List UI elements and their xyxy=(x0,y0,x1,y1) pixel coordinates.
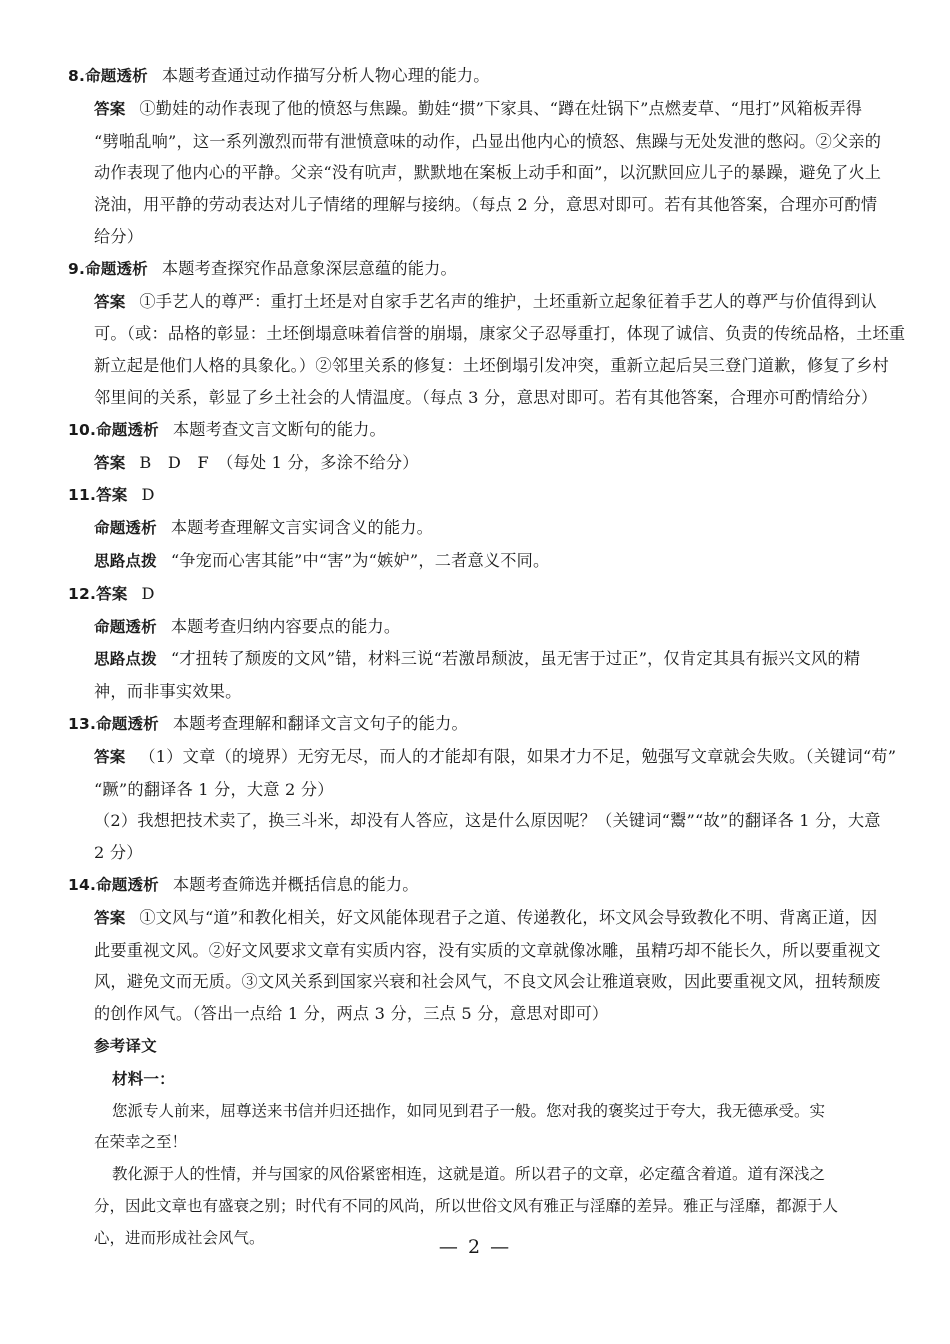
q11-answer-tag: 答案 xyxy=(96,486,128,505)
translation-line: 心，进而形成社会风气。 xyxy=(94,1228,265,1247)
q12-analysis xyxy=(68,611,870,644)
q13-answer-line: 2 分） xyxy=(94,843,143,863)
q10-answer xyxy=(68,447,870,480)
q9-analysis-text: 本题考查探究作品意象深层意蕴的能力。 xyxy=(161,258,457,278)
q12-number: 12. xyxy=(68,584,97,603)
q8-analysis-tag: 命题透析 xyxy=(85,67,148,85)
q10-analysis-text: 本题考查文言文断句的能力。 xyxy=(172,419,386,439)
q8-analysis-text: 本题考查通过动作描写分析人物心理的能力。 xyxy=(161,66,490,85)
q9-answer xyxy=(68,286,877,319)
q14-analysis-text: 本题考查筛选并概括信息的能力。 xyxy=(172,874,419,894)
material-one-heading: 材料一： xyxy=(112,1069,175,1088)
q14-answer xyxy=(68,902,878,935)
translation-line: 您派专人前来，屈尊送来书信并归还拙作，如同见到君子一般。您对我的褒奖过于夸大，我无德承受。实 xyxy=(112,1101,826,1120)
q11-answer-text: D xyxy=(141,485,155,505)
q12-hint-tag: 思路点拨 xyxy=(94,650,157,669)
q13-analysis-tag: 命题透析 xyxy=(96,714,159,733)
q13-answer-line: （2）我想把技术卖了，换三斗米，却没有人答应，这是什么原因呢？（关键词“鬻”“故”的翻译各 1 分，大意 xyxy=(94,811,881,831)
q8-answer-line: ①勤娃的动作表现了他的愤怒与焦躁。勤娃“掼”下家具、“蹲在灶锅下”点燃麦草、“甩打”风箱板弄得 xyxy=(139,98,863,118)
q9-number: 9. xyxy=(68,259,86,278)
q14-answer-line: ①文风与“道”和教化相关，好文风能体现君子之道、传递教化，坏文风会导致教化不明、背离正道，因 xyxy=(139,907,878,927)
q14-answer-line: 的创作风气。（答出一点给 1 分，两点 3 分，三点 5 分，意思对即可） xyxy=(94,1004,609,1024)
translation-line: 在荣幸之至！ xyxy=(94,1133,188,1152)
q11-hint-tag: 思路点拨 xyxy=(94,551,157,570)
q11-analysis-text: 本题考查理解文言实词含义的能力。 xyxy=(170,518,434,538)
q11-number: 11. xyxy=(68,486,97,505)
q10-analysis xyxy=(68,414,870,447)
q14-analysis xyxy=(68,869,870,902)
q13-answer-line: “蹶”的翻译各 1 分，大意 2 分） xyxy=(94,779,334,799)
q13-answer-line: （1）文章（的境界）无穷无尽，而人的才能却有限，如果才力不足，勉强写文章就会失败。（关键词“苟” xyxy=(139,746,897,766)
q13-analysis-text: 本题考查理解和翻译文言文句子的能力。 xyxy=(172,713,468,733)
q14-number: 14. xyxy=(68,875,97,894)
translation-tag: 参考译文 xyxy=(94,1036,157,1055)
translation-section xyxy=(68,1030,870,1063)
q10-analysis-tag: 命题透析 xyxy=(96,420,159,439)
q14-analysis-tag: 命题透析 xyxy=(96,875,159,894)
q8-analysis xyxy=(68,60,870,93)
q14-answer-line: 风，避免文而无质。③文风关系到国家兴衰和社会风气，不良文风会让雅道衰败，因此要重视文风，扭转颓废 xyxy=(94,972,881,992)
q10-answer-tag: 答案 xyxy=(94,453,126,472)
q9-analysis-tag: 命题透析 xyxy=(85,259,148,278)
q8-answer-line: 动作表现了他内心的平静。父亲“没有吭声，默默地在案板上动手和面”，以沉默回应儿子的暴躁，避免了火上 xyxy=(94,163,882,183)
q9-analysis xyxy=(68,253,870,286)
page-number: — 2 — xyxy=(438,1236,512,1258)
translation-line: 教化源于人的性情，并与国家的风俗紧密相连，这就是道。所以君子的文章，必定蕴含着道。道有深浅之 xyxy=(112,1165,826,1184)
q8-answer xyxy=(68,93,870,126)
q9-answer-tag: 答案 xyxy=(94,292,126,311)
q10-answer-text: B D F （每处 1 分，多涂不给分） xyxy=(139,452,419,472)
q9-answer-line: ①手艺人的尊严：重打土坯是对自家手艺名声的维护，土坯重新立起象征着手艺人的尊严与价值得到认 xyxy=(139,291,877,311)
q13-analysis xyxy=(68,708,870,741)
q12-answer xyxy=(68,578,870,611)
q12-analysis-tag: 命题透析 xyxy=(94,617,157,636)
q12-hint-line: 神，而非事实效果。 xyxy=(94,682,242,702)
q11-answer xyxy=(68,479,870,512)
q8-answer-line: “劈啪乱响”，这一系列激烈而带有泄愤意味的动作，凸显出他内心的愤怒、焦躁与无处发泄的憋闷。②父亲的 xyxy=(94,131,882,151)
translation-line: 分，因此文章也有盛衰之别；时代有不同的风尚，所以世俗文风有雅正与淫靡的差异。雅正与淫靡，都源于人 xyxy=(94,1196,839,1215)
q8-number: 8. xyxy=(68,67,86,85)
q14-answer-line: 此要重视文风。②好文风要求文章有实质内容，没有实质的文章就像冰雕，虽精巧却不能长久，所以要重视文 xyxy=(94,940,881,960)
q13-answer xyxy=(68,741,897,774)
q9-answer-line: 可。（或：品格的彰显：土坯倒塌意味着信誉的崩塌，康家父子忍辱重打，体现了诚信、负责的传统品格，土坯重 xyxy=(94,324,906,344)
q11-hint xyxy=(68,545,870,578)
q13-answer-tag: 答案 xyxy=(94,747,126,766)
q12-hint-line: “才扭转了颓废的文风”错，材料三说“若激昂颓波，虽无害于过正”，仅肯定其具有振兴文风的精 xyxy=(170,649,861,669)
q12-hint xyxy=(68,643,870,676)
q12-analysis-text: 本题考查归纳内容要点的能力。 xyxy=(170,616,401,636)
q11-hint-text: “争宠而心害其能”中“害”为“嫉妒”，二者意义不同。 xyxy=(170,550,550,570)
q14-answer-tag: 答案 xyxy=(94,908,126,927)
q8-answer-line: 浇油，用平静的劳动表达对儿子情绪的理解与接纳。（每点 2 分，意思对即可。若有其他答案，合理亦可酌情 xyxy=(94,195,878,215)
q11-analysis-tag: 命题透析 xyxy=(94,519,157,538)
q11-analysis xyxy=(68,512,870,545)
q8-answer-tag: 答案 xyxy=(94,99,126,118)
translation-heading xyxy=(68,1063,870,1096)
q13-number: 13. xyxy=(68,714,97,733)
q8-answer-line: 给分） xyxy=(94,226,144,246)
q9-answer-line: 邻里间的关系，彰显了乡土社会的人情温度。（每点 3 分，意思对即可。若有其他答案，合理亦可酌情给分） xyxy=(94,387,878,407)
q12-answer-text: D xyxy=(141,583,155,603)
q10-number: 10. xyxy=(68,420,97,439)
q9-answer-line: 新立起是他们人格的具象化。）②邻里关系的修复：土坯倒塌引发冲突，重新立起后吴三登门道歉，修复了乡村 xyxy=(94,356,889,376)
q12-answer-tag: 答案 xyxy=(96,584,128,603)
